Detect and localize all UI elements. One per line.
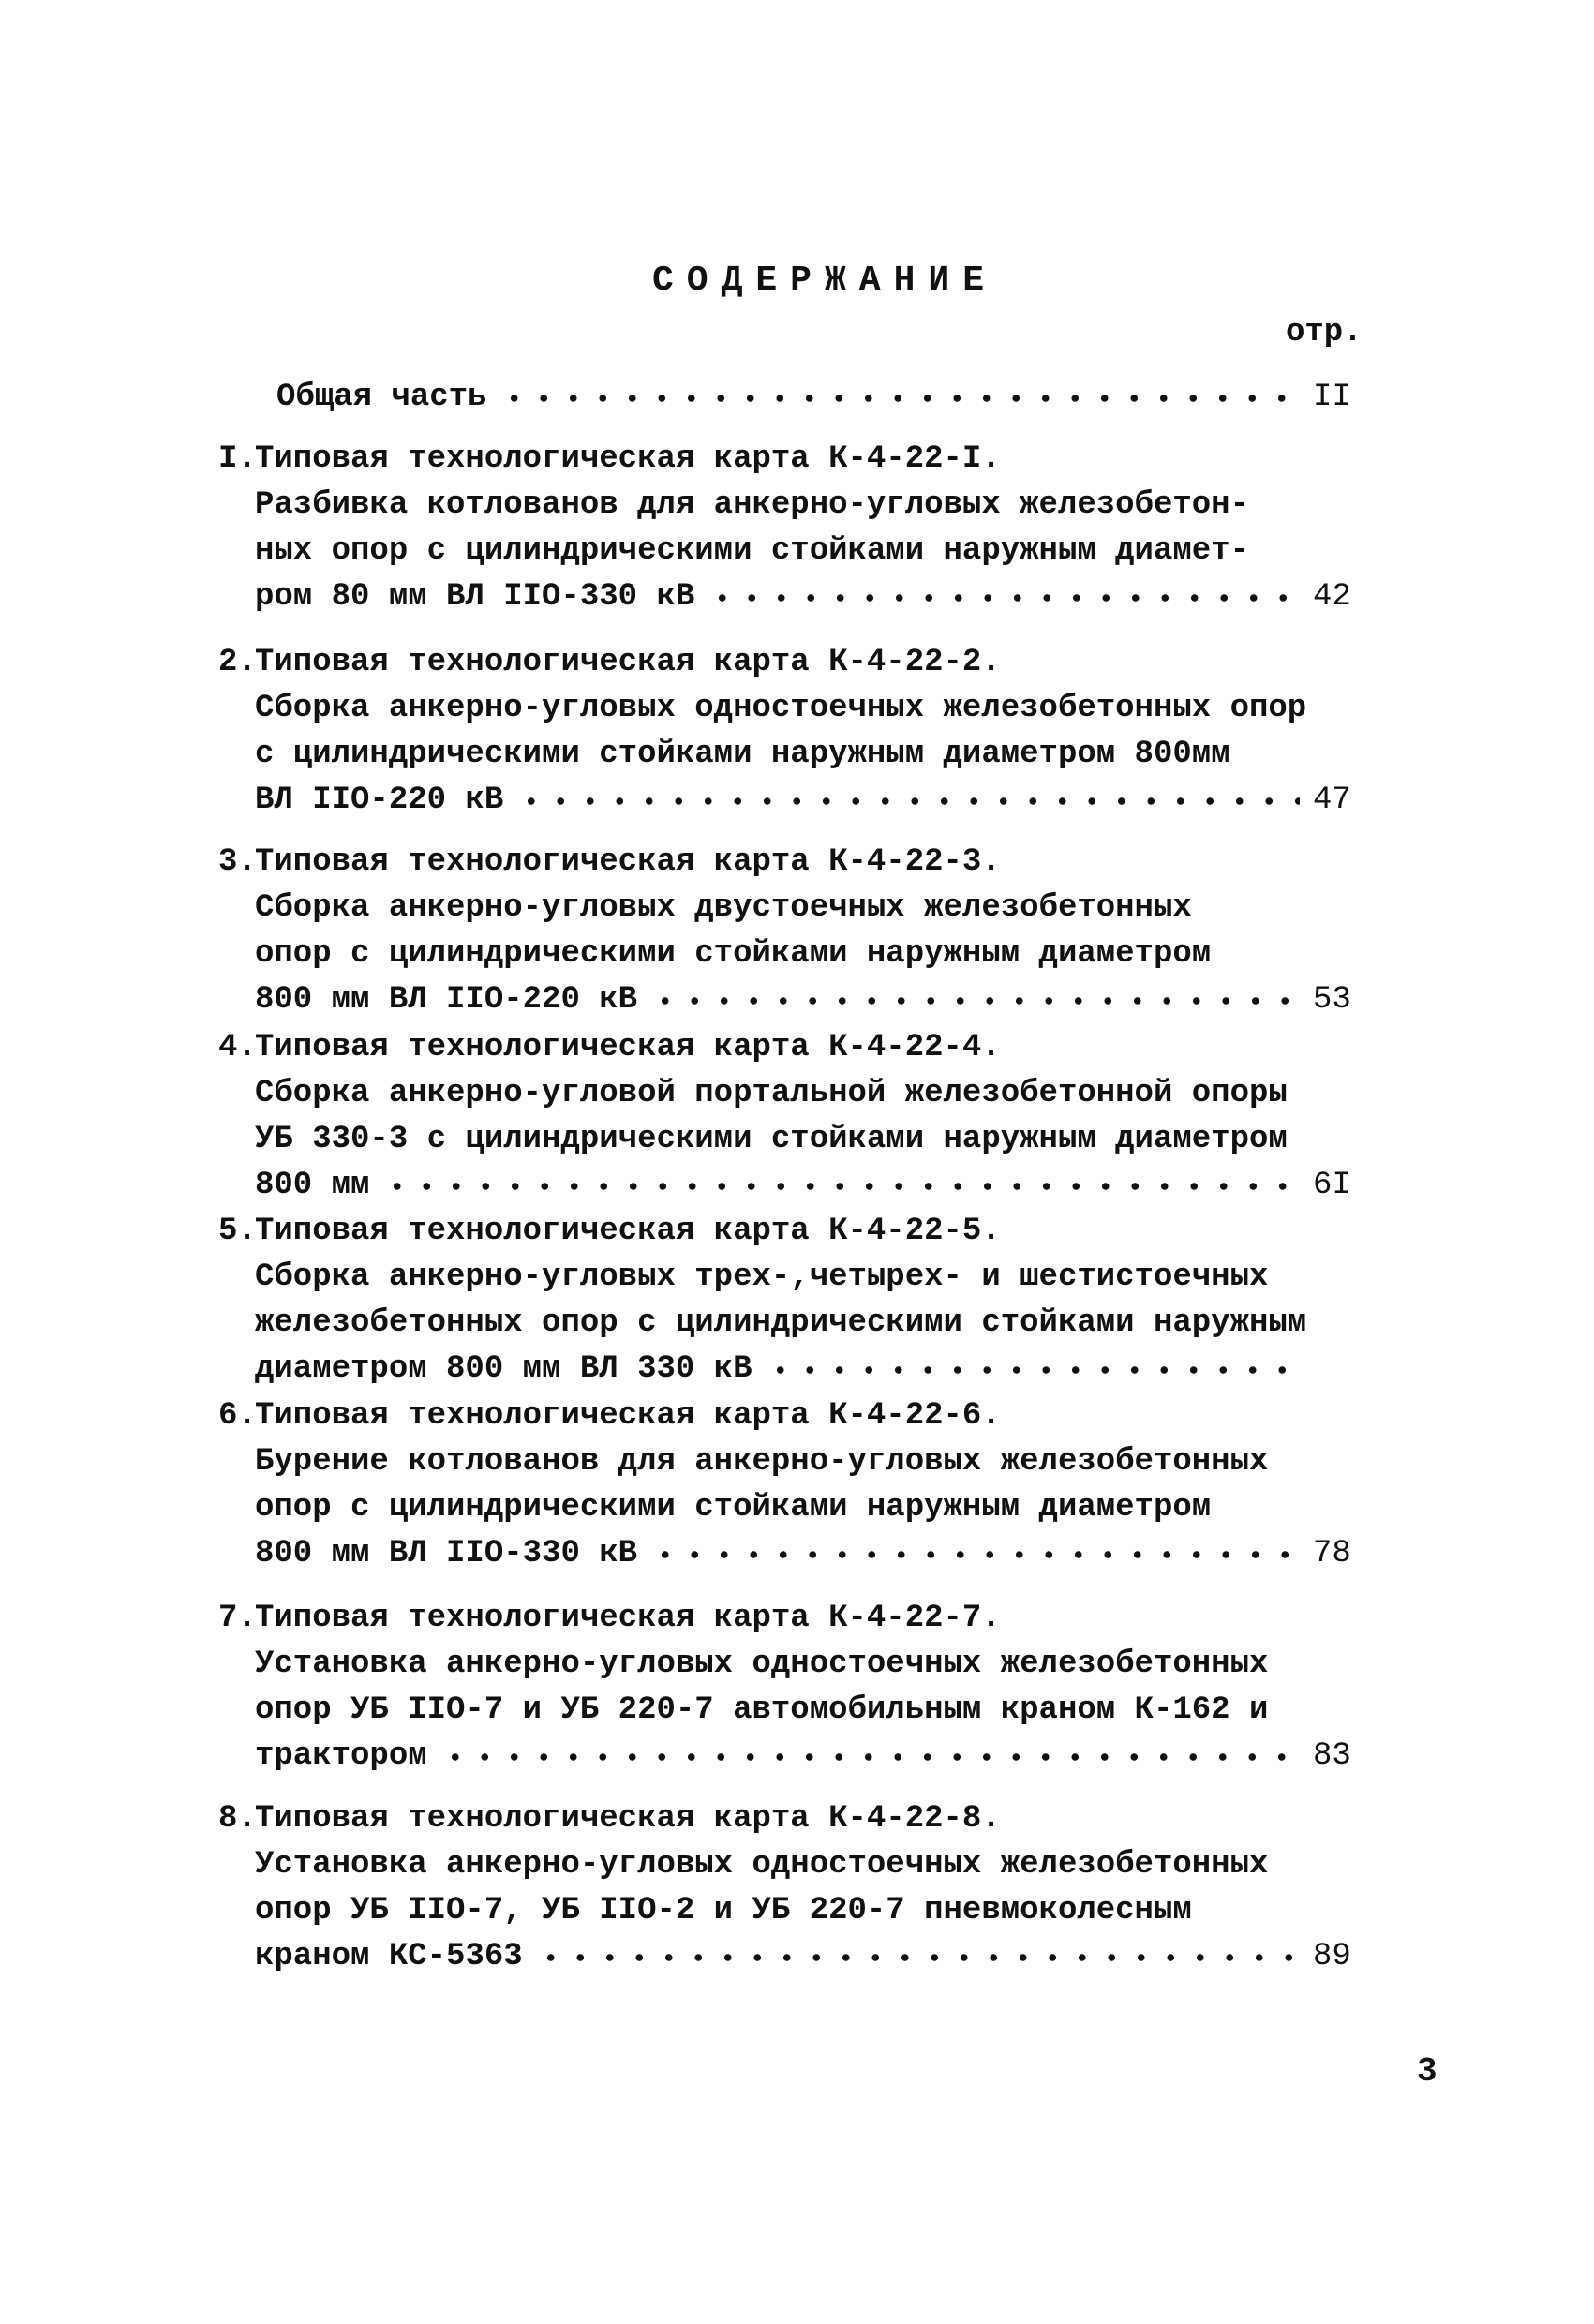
page-number: 3 xyxy=(1417,2052,1438,2091)
toc-entry-general xyxy=(218,375,1362,421)
toc-line xyxy=(218,1117,1362,1163)
toc-entry-text: Типовая технологическая карта К-4-22-7. xyxy=(255,1601,1001,1636)
toc-entry-text: 800 мм ВЛ IIO-330 кВ xyxy=(255,1536,638,1572)
dot-leader xyxy=(708,592,1300,603)
dot-leader xyxy=(650,995,1300,1006)
dot-leader xyxy=(382,1181,1300,1192)
toc-line xyxy=(218,931,1362,977)
toc-entry-text: Типовая технологическая карта К-4-22-8. xyxy=(255,1801,1001,1837)
toc-entry-text: трактором xyxy=(255,1738,427,1774)
toc-line xyxy=(218,1209,1362,1255)
toc-entry-text: железобетонных опор с цилиндрическими стойками наружным xyxy=(255,1305,1307,1341)
toc-entry xyxy=(218,1209,1362,1393)
toc-entry-number: 5. xyxy=(218,1214,257,1249)
toc-entry-text: Установка анкерно-угловых одностоечных железобетонных xyxy=(255,1646,1269,1682)
toc-entry-text: ром 80 мм ВЛ IIO-330 кВ xyxy=(255,579,695,615)
toc-entry-number: 4. xyxy=(218,1030,257,1065)
toc-entry-number: 8. xyxy=(218,1801,257,1837)
toc-entry-text: опор УБ IIO-7 и УБ 220-7 автомобильным краном К-162 и xyxy=(255,1692,1269,1728)
toc-line xyxy=(218,778,1362,824)
toc-line xyxy=(218,1796,1362,1842)
toc-line xyxy=(218,886,1362,931)
toc-line xyxy=(218,1842,1362,1888)
toc-entry xyxy=(218,1393,1362,1577)
dot-leader xyxy=(516,796,1300,807)
table-of-contents xyxy=(218,375,1362,1980)
toc-line xyxy=(218,529,1362,574)
toc-entry-text: диаметром 800 мм ВЛ 330 кВ xyxy=(255,1351,752,1387)
dot-leader xyxy=(536,1952,1300,1963)
toc-line xyxy=(218,977,1362,1023)
toc-entry-text: опор УБ IIO-7, УБ IIO-2 и УБ 220-7 пневмоколесным xyxy=(255,1893,1192,1929)
toc-line xyxy=(218,1531,1362,1577)
toc-line xyxy=(218,1025,1362,1071)
toc-line xyxy=(218,1688,1362,1734)
toc-line xyxy=(218,574,1362,620)
toc-line xyxy=(218,1596,1362,1642)
toc-entry-text: опор с цилиндрическими стойками наружным диаметром xyxy=(255,1490,1212,1526)
toc-line xyxy=(218,1393,1362,1439)
toc-page-number: 42 xyxy=(1313,579,1351,615)
toc-entry-text: Сборка анкерно-угловых двустоечных железобетонных xyxy=(255,890,1192,926)
toc-entry xyxy=(218,840,1362,1023)
toc-page-number: 53 xyxy=(1313,982,1351,1018)
page-column-label: отр. xyxy=(1286,315,1363,350)
toc-line xyxy=(218,1642,1362,1688)
toc-entry-text: Сборка анкерно-угловой портальной железобетонной опоры xyxy=(255,1076,1288,1111)
toc-line xyxy=(218,1888,1362,1934)
toc-entry-text: краном КС-5363 xyxy=(255,1939,523,1974)
page-title: СОДЕРЖАНИЕ xyxy=(651,261,998,301)
dot-leader xyxy=(499,393,1300,404)
dot-leader xyxy=(650,1549,1300,1560)
toc-line xyxy=(218,1734,1362,1780)
toc-entry-text: с цилиндрическими стойками наружным диаметром 800мм xyxy=(255,737,1230,772)
toc-entry-number: 6. xyxy=(218,1398,257,1434)
toc-line xyxy=(218,840,1362,886)
toc-entry xyxy=(218,1796,1362,1980)
toc-line xyxy=(218,1071,1362,1117)
toc-line xyxy=(218,1163,1362,1209)
toc-page-number: 47 xyxy=(1313,782,1351,818)
toc-page-number: 78 xyxy=(1313,1536,1351,1572)
toc-line xyxy=(218,1439,1362,1485)
toc-entry xyxy=(218,437,1362,620)
toc-line xyxy=(218,375,1362,421)
toc-entry-text: Установка анкерно-угловых одностоечных железобетонных xyxy=(255,1847,1269,1883)
toc-entry-number: 3. xyxy=(218,844,257,880)
dot-leader xyxy=(440,1751,1300,1763)
toc-entry-text: Типовая технологическая карта К-4-22-4. xyxy=(255,1030,1001,1065)
toc-entry-text: Разбивка котлованов для анкерно-угловых железобетон- xyxy=(255,487,1249,523)
toc-entry-text: опор с цилиндрическими стойками наружным диаметром xyxy=(255,936,1212,972)
toc-entry-text: Типовая технологическая карта К-4-22-6. xyxy=(255,1398,1001,1434)
toc-page-number: 6I xyxy=(1313,1168,1351,1203)
toc-entry-text: Типовая технологическая карта К-4-22-2. xyxy=(255,645,1001,680)
toc-entry xyxy=(218,1025,1362,1209)
toc-line xyxy=(218,1255,1362,1301)
toc-entry-text: Сборка анкерно-угловых трех-,четырех- и шестистоечных xyxy=(255,1259,1269,1295)
toc-line xyxy=(218,1485,1362,1531)
toc-entry xyxy=(218,1596,1362,1780)
toc-entry-text: Типовая технологическая карта К-4-22-5. xyxy=(255,1214,1001,1249)
toc-entry-text: Общая часть xyxy=(276,380,487,415)
toc-page-number: II xyxy=(1313,380,1351,415)
toc-entry-text: Типовая технологическая карта К-4-22-3. xyxy=(255,844,1001,880)
toc-line xyxy=(218,732,1362,778)
toc-entry-text: ВЛ IIO-220 кВ xyxy=(255,782,504,818)
toc-line xyxy=(218,437,1362,483)
toc-entry-number: 2. xyxy=(218,645,257,680)
toc-entry-text: УБ 330-3 с цилиндрическими стойками наружным диаметром xyxy=(255,1122,1288,1157)
toc-entry-text: Бурение котлованов для анкерно-угловых железобетонных xyxy=(255,1444,1269,1480)
toc-entry-text: Типовая технологическая карта К-4-22-I. xyxy=(255,441,1001,477)
toc-entry-number: 7. xyxy=(218,1601,257,1636)
toc-entry-number: I. xyxy=(218,441,257,477)
toc-line xyxy=(218,1301,1362,1347)
toc-line xyxy=(218,1934,1362,1980)
toc-line xyxy=(218,686,1362,732)
toc-line xyxy=(218,640,1362,686)
toc-page-number: 89 xyxy=(1313,1939,1351,1974)
toc-line xyxy=(218,1347,1362,1393)
toc-entry-text: ных опор с цилиндрическими стойками наружным диамет- xyxy=(255,533,1249,569)
toc-entry-text: 800 мм ВЛ IIO-220 кВ xyxy=(255,982,638,1018)
toc-page-number: 83 xyxy=(1313,1738,1351,1774)
toc-entry-text: Сборка анкерно-угловых одностоечных железобетонных опор xyxy=(255,691,1307,726)
toc-entry-text: 800 мм xyxy=(255,1168,370,1203)
toc-entry xyxy=(218,640,1362,824)
toc-line xyxy=(218,483,1362,529)
dot-leader xyxy=(766,1364,1301,1376)
